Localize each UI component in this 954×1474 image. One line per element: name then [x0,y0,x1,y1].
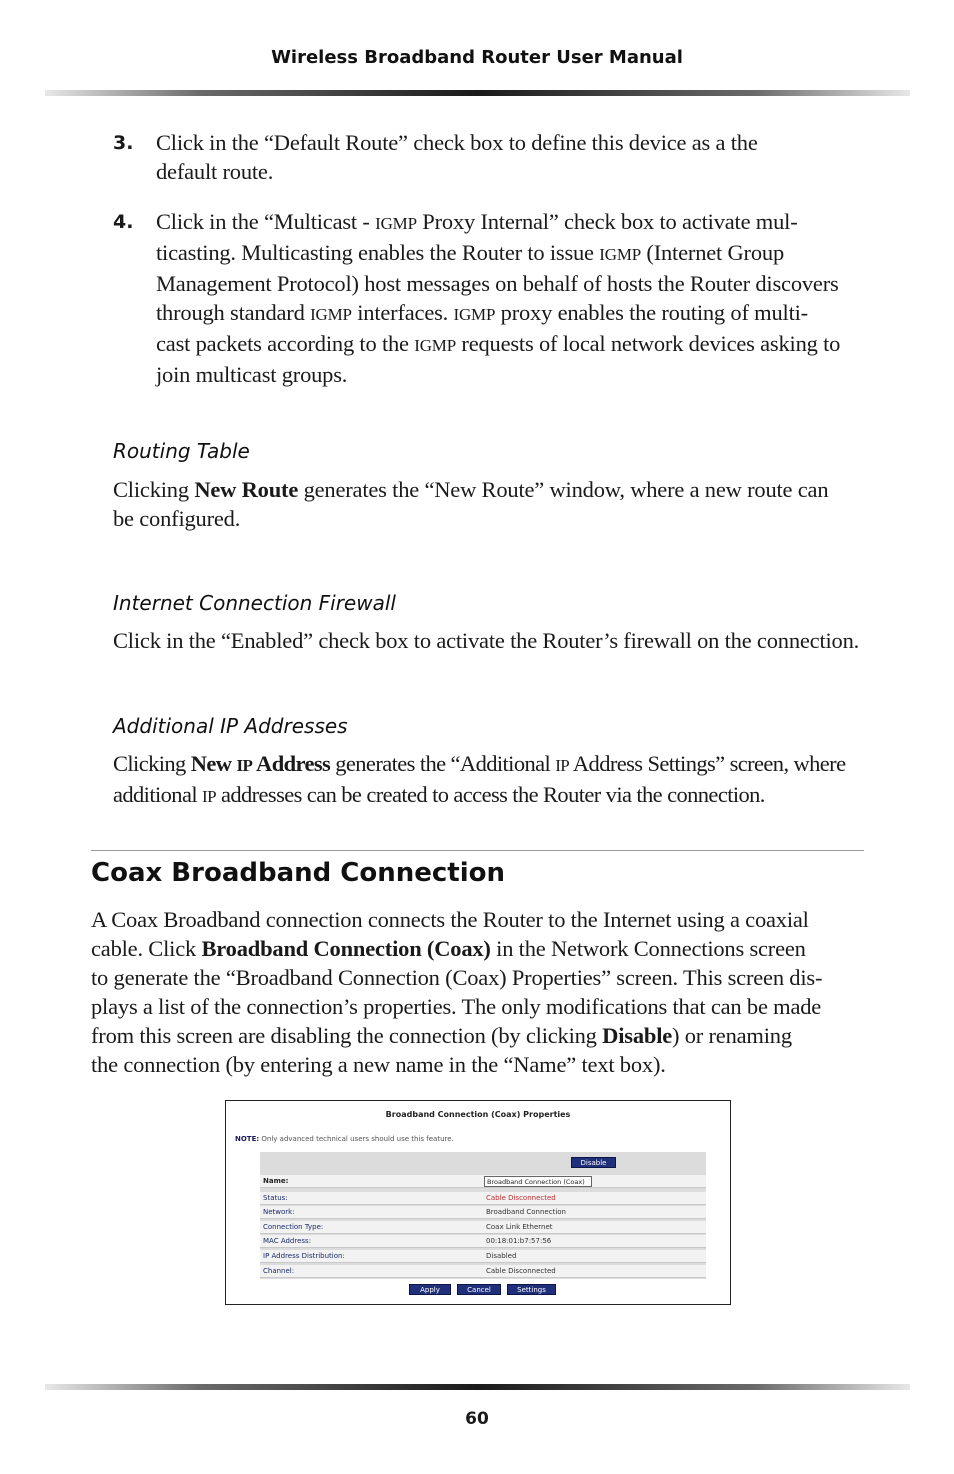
text-line: Management Protocol) host messages on behalf of hosts the Router discovers [156,271,839,296]
text-run: in the Network Connections screen [490,936,806,961]
row-label: Status: [263,1194,288,1202]
text-run: generates the “Additional IP Address Settings” screen, where [330,751,846,776]
table-row [260,1250,706,1263]
disable-button[interactable]: Disable [571,1157,616,1168]
disable-term: Disable [602,1023,673,1048]
table-row [260,1235,706,1248]
text-line [91,1021,822,1050]
text-line: Click in the “Multicast - IGMP Proxy Internal” check box to activate mul- [156,209,798,234]
text-line [113,749,845,780]
settings-button[interactable]: Settings [507,1284,556,1295]
text-line: plays a list of the connection’s properties. The only modifications that can be made [91,994,822,1019]
note-label: NOTE: [235,1135,260,1143]
cancel-button[interactable]: Cancel [457,1284,501,1295]
new-ip-address-term: New IP Address [190,751,331,776]
text-line [113,475,828,504]
row-value: Disabled [486,1252,517,1260]
page-number: 60 [465,1409,489,1429]
text-line: be configured. [113,506,241,531]
additional-ip-text [113,749,845,811]
row-value: Cable Disconnected [486,1267,556,1275]
row-label: Connection Type: [263,1223,324,1231]
text-line: through standard IGMP interfaces. IGMP proxy enables the routing of multi- [156,300,808,325]
table-row [260,1175,706,1188]
row-value: Coax Link Ethernet [486,1223,553,1231]
additional-ip-heading: Additional IP Addresses [113,714,348,738]
screenshot-title: Broadband Connection (Coax) Properties [385,1110,571,1119]
text-line: default route. [156,159,274,184]
row-value: 00:18:01:b7:57:56 [486,1237,552,1245]
text-line: Click in the “Default Route” check box to define this device as a the [156,130,758,155]
header-rule [45,90,910,96]
section-divider [91,850,864,851]
table-row [260,1206,706,1219]
text-run: generates the “New Route” window, where a new route can [298,477,829,502]
running-header: Wireless Broadband Router User Manual [271,47,683,68]
status-value: Cable Disconnected [486,1194,556,1202]
text-run: ) or renaming [672,1023,792,1048]
table-row [260,1221,706,1234]
row-label: MAC Address: [263,1237,312,1245]
text-line [91,934,822,963]
text-line: additional IP addresses can be created to access the Router via the connection. [113,782,765,807]
firewall-text: Click in the “Enabled” check box to activate the Router’s firewall on the connection. [113,628,860,653]
properties-screenshot [225,1100,731,1305]
routing-table-text [113,475,828,533]
step-number: 4. [113,211,134,233]
text-run: cable. Click [91,936,202,961]
text-line: join multicast groups. [156,362,348,387]
table-row [260,1192,706,1205]
step-number: 3. [113,132,134,154]
coax-paragraph [91,905,822,1079]
routing-table-heading: Routing Table [113,439,250,463]
table-row [260,1265,706,1278]
text-run: Clicking [113,751,191,776]
step-4-text [156,207,840,389]
warning-note [235,1135,454,1143]
text-run: Clicking [113,477,195,502]
ip-distribution-link[interactable]: IP Address Distribution: [263,1252,345,1260]
footer-rule [45,1384,910,1390]
name-input[interactable]: Broadband Connection (Coax) [484,1176,592,1187]
apply-button[interactable]: Apply [409,1284,451,1295]
text-line: A Coax Broadband connection connects the Router to the Internet using a coaxial [91,907,809,932]
text-run: from this screen are disabling the connection (by clicking [91,1023,603,1048]
note-text: Only advanced technical users should use this feature. [259,1135,454,1143]
text-line: ticasting. Multicasting enables the Router to issue IGMP (Internet Group [156,240,784,265]
new-route-term: New Route [194,477,299,502]
text-line: to generate the “Broadband Connection (Coax) Properties” screen. This screen dis- [91,965,823,990]
broadband-connection-term: Broadband Connection (Coax) [201,936,491,961]
firewall-heading: Internet Connection Firewall [113,591,396,615]
row-value: Broadband Connection [486,1208,566,1216]
step-3-text [156,128,758,186]
section-heading: Coax Broadband Connection [91,858,506,888]
row-label: Name: [263,1177,289,1185]
row-label: Channel: [263,1267,295,1275]
row-label: Network: [263,1208,295,1216]
text-line: cast packets according to the IGMP requests of local network devices asking to [156,331,841,356]
text-line: the connection (by entering a new name in the “Name” text box). [91,1052,666,1077]
